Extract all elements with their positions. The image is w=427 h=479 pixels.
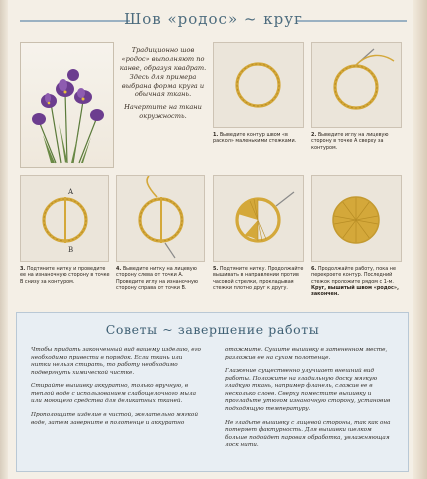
page-edge-right bbox=[413, 0, 427, 479]
step-3-caption: 3. Подтяните нитку и проведите ее на изнаночную сторону в точке В снизу за контуром. bbox=[20, 266, 110, 285]
tips-left-paragraph-2: Стирайте вышивку аккуратно, только вручную, в теплой воде с использованием слабощелочного мыла или моющего средства для деликатных тканей. bbox=[31, 383, 196, 405]
intro-text bbox=[119, 46, 207, 121]
step-4-caption: 4. Выведите нитку на лицевую сторону слева от точки А. Проведите иглу на изнаночную сторону справа от точки В. bbox=[116, 266, 198, 291]
step-1-caption: 1. Выведите контур швом «в раскол» маленькими стежками. bbox=[213, 132, 297, 145]
step-1-photo bbox=[213, 42, 304, 128]
iris-embroidery-photo bbox=[20, 42, 114, 168]
tips-left-paragraph-3: Прополощите изделие в чистой, желательно мягкой воде, затем заверните в полотенце и аккуратно bbox=[31, 412, 199, 426]
tips-right-column bbox=[225, 347, 395, 456]
step-2-photo bbox=[311, 42, 402, 128]
step-2-caption: 2. Выведите иглу на лицевую сторону в точке А сверху за контуром. bbox=[311, 132, 389, 151]
step-6-caption: 6. Продолжайте работу, пока не перекроете контур. Последний стежок проложите рядом с 1-м. Круг, вышитый швом «родос», закончен. bbox=[311, 266, 399, 298]
intro-instruction: Начертите на ткани окружность. bbox=[124, 103, 202, 121]
step-5-caption: 5. Подтяните нитку. Продолжайте вышивать в направлении против часовой стрелки, прокладывая стежки плотно друг к другу. bbox=[213, 266, 304, 291]
step-6-photo bbox=[311, 175, 402, 262]
intro-paragraph: Традиционно шов «родос» выполняют по канве, образуя квадрат. Здесь для примера выбрана форма круга и обычная ткань. bbox=[119, 46, 207, 99]
tips-title: Советы ~ завершение работы bbox=[105, 322, 320, 337]
point-b-label: B bbox=[68, 246, 74, 254]
point-a-label: A bbox=[68, 188, 74, 196]
tips-right-paragraph-3: Не гладьте вышивку с лицевой стороны, так как она потеряет фактурность. Для вышивки шелком больше подойдет паровая обработка, увлажняющая лоск нити. bbox=[225, 419, 391, 449]
step-5-photo bbox=[213, 175, 304, 262]
tips-left-column bbox=[31, 347, 201, 433]
tips-box bbox=[16, 312, 409, 472]
step-3-photo bbox=[20, 175, 109, 262]
page-edge-left bbox=[0, 0, 8, 479]
tips-left-paragraph-1: Чтобы придать законченный вид вашему изделию, его необходимо привести в порядок. Если ткань или нитки нельзя стирать, то работу необходимо подвергнуть химической чистке. bbox=[31, 347, 201, 376]
tips-right-paragraph-1: отожмите. Сушите вышивку в затененном месте, разложив ее на сухом полотенце. bbox=[225, 347, 388, 361]
step-4-photo bbox=[116, 175, 205, 262]
tips-right-paragraph-2: Глажение существенно улучшает внешний вид работы. Положите на гладильную доску мягкую гладкую ткань, например фланель, сложив ее в несколько слоев. Сверху поместите вышивку и прогладьте утюгом изнаночную сторону, установив подходящую температуру. bbox=[225, 368, 391, 413]
page-title: Шов «родос» ~ круг bbox=[124, 10, 303, 28]
